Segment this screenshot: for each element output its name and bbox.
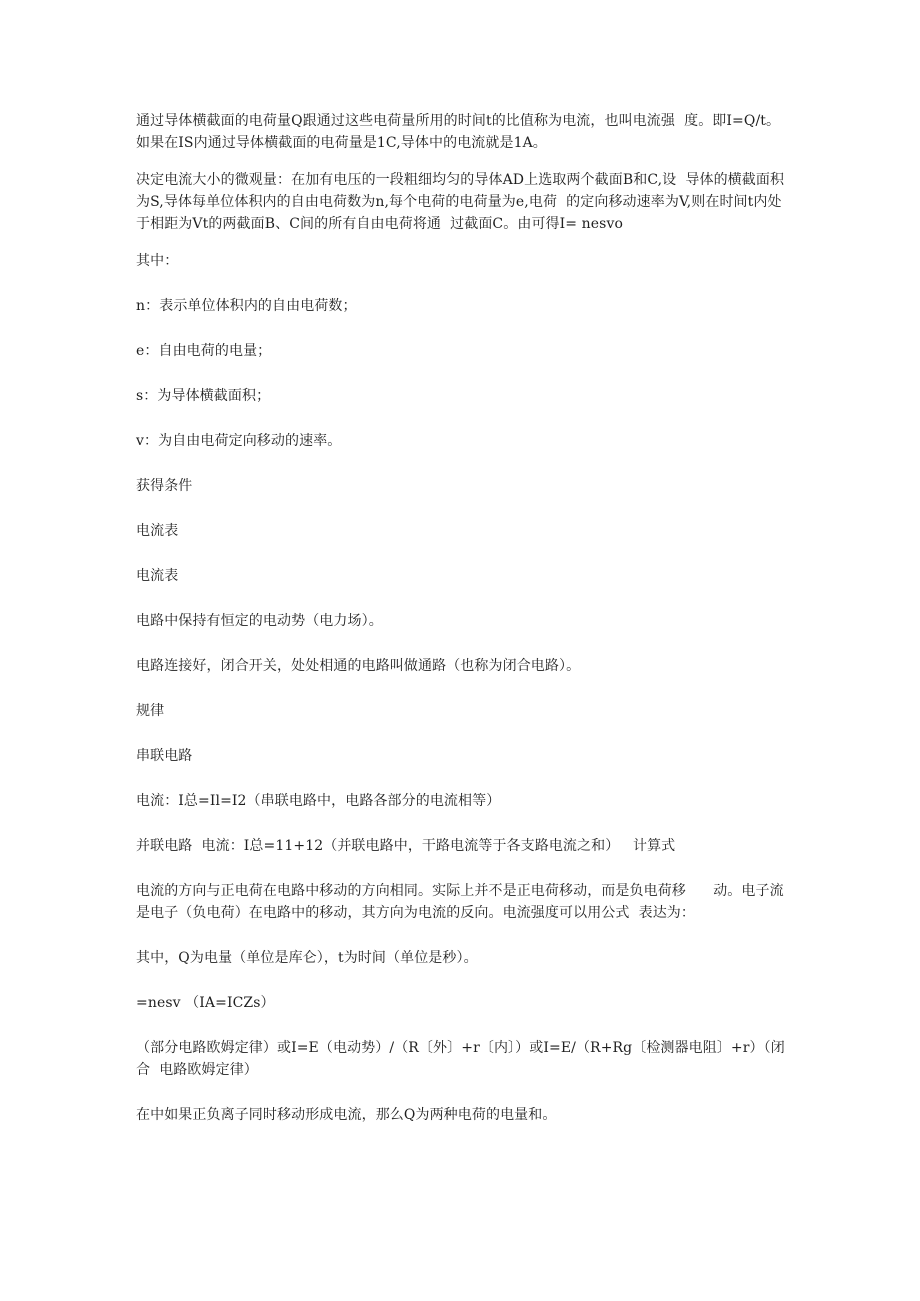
paragraph-positive-negative-ions: 在中如果正负离子同时移动形成电流，那么Q为两种电荷的电量和。 bbox=[136, 1107, 557, 1123]
paragraph-series-circuit: 串联电路 bbox=[136, 748, 193, 764]
document-body bbox=[136, 110, 790, 1126]
paragraph-where: 其中： bbox=[136, 253, 179, 269]
paragraph-series-current: 电流：I总=Il=I2（串联电路中，电路各部分的电流相等） bbox=[136, 793, 501, 809]
paragraph-s-definition: s：为导体横截面积； bbox=[136, 388, 271, 404]
paragraph-parallel-current: 并联电路 电流：I总=11+12（并联电路中，干路电流等于各支路电流之和） 计算式 bbox=[136, 838, 676, 854]
paragraph-ammeter-1: 电流表 bbox=[136, 523, 179, 539]
paragraph-emf-condition: 电路中保持有恒定的电动势（电力场）。 bbox=[136, 613, 383, 629]
paragraph-rules-heading: 规律 bbox=[136, 703, 165, 719]
paragraph-current-definition: 通过导体横截面的电荷量Q跟通过这些电荷量所用的时间t的比值称为电流，也叫电流强 度。即I=Q/t。如果在IS内通过导体横截面的电荷量是1C,导体中的电流就是1A。 bbox=[136, 113, 781, 151]
paragraph-v-definition: v：为自由电荷定向移动的速率。 bbox=[136, 433, 342, 449]
paragraph-ohms-law: （部分电路欧姆定律）或I=E（电动势）/（R〔外〕+r〔内〕）或I=E/（R+Rg〔检测器电阻〕+r）（闭合 电路欧姆定律） bbox=[136, 1040, 785, 1078]
paragraph-closed-circuit: 电路连接好，闭合开关，处处相通的电路叫做通路（也称为闭合电路）。 bbox=[136, 658, 581, 674]
paragraph-conditions-heading: 获得条件 bbox=[136, 478, 193, 494]
paragraph-q-and-t: 其中，Q为电量（单位是库仑），t为时间（单位是秒）。 bbox=[136, 950, 478, 966]
paragraph-nesv-formula: =nesv （IA=ICZs） bbox=[136, 995, 275, 1011]
paragraph-n-definition: n：表示单位体积内的自由电荷数； bbox=[136, 298, 357, 314]
paragraph-ammeter-2: 电流表 bbox=[136, 568, 179, 584]
paragraph-current-direction: 电流的方向与正电荷在电路中移动的方向相同。实际上并不是正电荷移动，而是负电荷移 动。电子流是电子（负电荷）在电路中的移动，其方向为电流的反向。电流强度可以用公式 表达为： bbox=[136, 883, 784, 921]
paragraph-microscopic-quantity: 决定电流大小的微观量：在加有电压的一段粗细均匀的导体AD上选取两个截面B和C,设 导体的横截面积为S,导体每单位体积内的自由电荷数为n,每个电荷的电荷量为e,电荷 的定向移动速率为V,则在时间t内处于相距为Vt的两截面B、C间的所有自由电荷将通 过截面C。由可得I= nesvo bbox=[136, 172, 785, 232]
paragraph-e-definition: e：自由电荷的电量； bbox=[136, 343, 272, 359]
